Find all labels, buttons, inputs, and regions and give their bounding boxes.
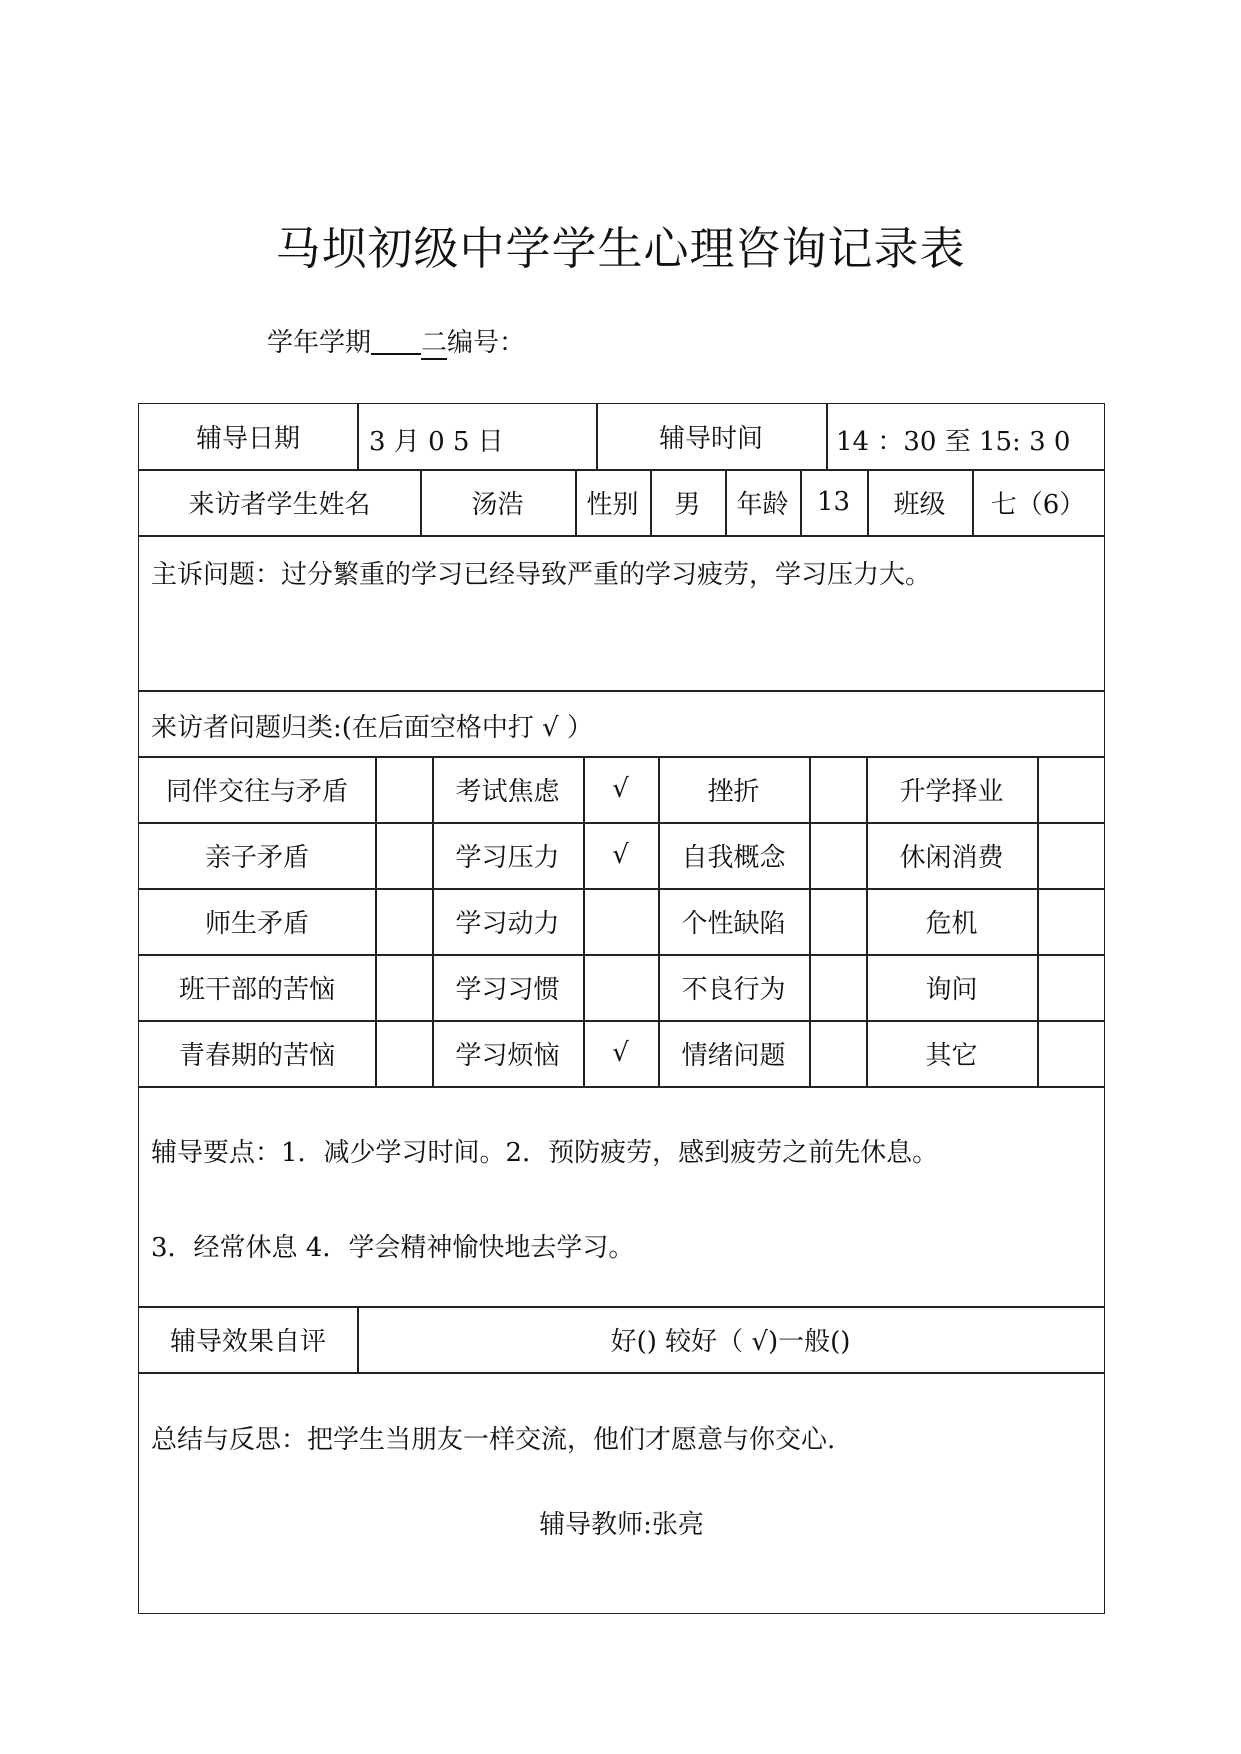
age-value: 13 <box>816 487 851 517</box>
number-label: 编号： <box>447 328 526 358</box>
page-title: 马坝初级中学学生心理咨询记录表 <box>275 222 966 275</box>
category-label: 学习动力 <box>455 908 560 939</box>
time-label: 辅导时间 <box>658 424 763 454</box>
col-divider <box>357 404 359 469</box>
consultation-form <box>138 403 1105 1614</box>
category-mark <box>583 954 658 1020</box>
category-label: 其它 <box>925 1040 978 1071</box>
category-label: 情绪问题 <box>681 1040 786 1071</box>
date-label: 辅导日期 <box>195 424 300 454</box>
row-divider <box>139 1372 1104 1374</box>
category-mark <box>1037 756 1104 822</box>
time-value: 14 ：30 至 15: 3 0 <box>836 427 1071 457</box>
term-line <box>267 322 525 359</box>
teacher-signature: 辅导教师:张亮 <box>539 1509 704 1540</box>
category-mark: √ <box>612 774 629 804</box>
category-mark <box>375 954 432 1020</box>
summary-text: 总结与反思：把学生当朋友一样交流，他们才愿意与你交心. <box>151 1425 836 1455</box>
classification-label: 来访者问题归类:(在后面空格中打 √ ） <box>151 713 594 743</box>
category-mark <box>809 954 866 1020</box>
category-mark <box>583 888 658 954</box>
category-label: 师生矛盾 <box>204 908 309 939</box>
evaluation-value: 好() 较好（ √)一般() <box>610 1326 851 1357</box>
category-label: 自我概念 <box>681 842 786 873</box>
category-mark <box>375 888 432 954</box>
category-mark <box>1037 954 1104 1020</box>
category-mark <box>809 888 866 954</box>
student-name-label: 来访者学生姓名 <box>188 489 371 520</box>
gender-label: 性别 <box>586 489 639 520</box>
category-mark <box>375 822 432 888</box>
age-label: 年龄 <box>736 489 789 520</box>
row-divider <box>139 1086 1104 1088</box>
term-value: 二 <box>421 328 448 358</box>
category-mark <box>809 822 866 888</box>
category-label: 询问 <box>925 974 978 1005</box>
date-value: 3 月 0 5 日 <box>369 427 504 457</box>
category-mark <box>1037 822 1104 888</box>
category-mark <box>375 756 432 822</box>
category-mark <box>375 1020 432 1086</box>
category-mark <box>809 1020 866 1086</box>
category-label: 不良行为 <box>681 974 786 1005</box>
term-blank <box>371 327 421 355</box>
term-label: 学年学期 <box>267 328 372 358</box>
category-mark <box>1037 1020 1104 1086</box>
category-label: 个性缺陷 <box>681 908 786 939</box>
category-label: 同伴交往与矛盾 <box>165 776 348 807</box>
class-value: 七（6） <box>990 489 1086 520</box>
category-label: 亲子矛盾 <box>204 842 309 873</box>
class-label: 班级 <box>893 489 946 520</box>
category-label: 学习压力 <box>455 842 560 873</box>
complaint-text: 主诉问题：过分繁重的学习已经导致严重的学习疲劳，学习压力大。 <box>151 560 932 590</box>
category-mark: √ <box>612 1038 629 1068</box>
category-mark: √ <box>612 840 629 870</box>
category-label: 挫折 <box>707 776 760 807</box>
category-label: 班干部的苦恼 <box>178 974 335 1005</box>
category-label: 学习烦恼 <box>455 1040 560 1071</box>
col-divider <box>826 404 828 469</box>
guidance-line-1: 辅导要点：1．减少学习时间。2．预防疲劳，感到疲劳之前先休息。 <box>151 1138 939 1168</box>
category-label: 危机 <box>925 908 978 939</box>
row-divider <box>139 535 1104 537</box>
category-mark <box>1037 888 1104 954</box>
category-label: 学习习惯 <box>455 974 560 1005</box>
category-label: 考试焦虑 <box>455 776 560 807</box>
category-label: 青春期的苦恼 <box>178 1040 335 1071</box>
gender-value: 男 <box>674 489 701 520</box>
row-divider <box>139 690 1104 692</box>
category-label: 休闲消费 <box>899 842 1004 873</box>
student-name-value: 汤浩 <box>471 489 524 520</box>
category-label: 升学择业 <box>899 776 1004 807</box>
guidance-line-2: 3．经常休息 4．学会精神愉快地去学习。 <box>151 1233 635 1263</box>
evaluation-label: 辅导效果自评 <box>169 1326 326 1357</box>
category-mark <box>809 756 866 822</box>
